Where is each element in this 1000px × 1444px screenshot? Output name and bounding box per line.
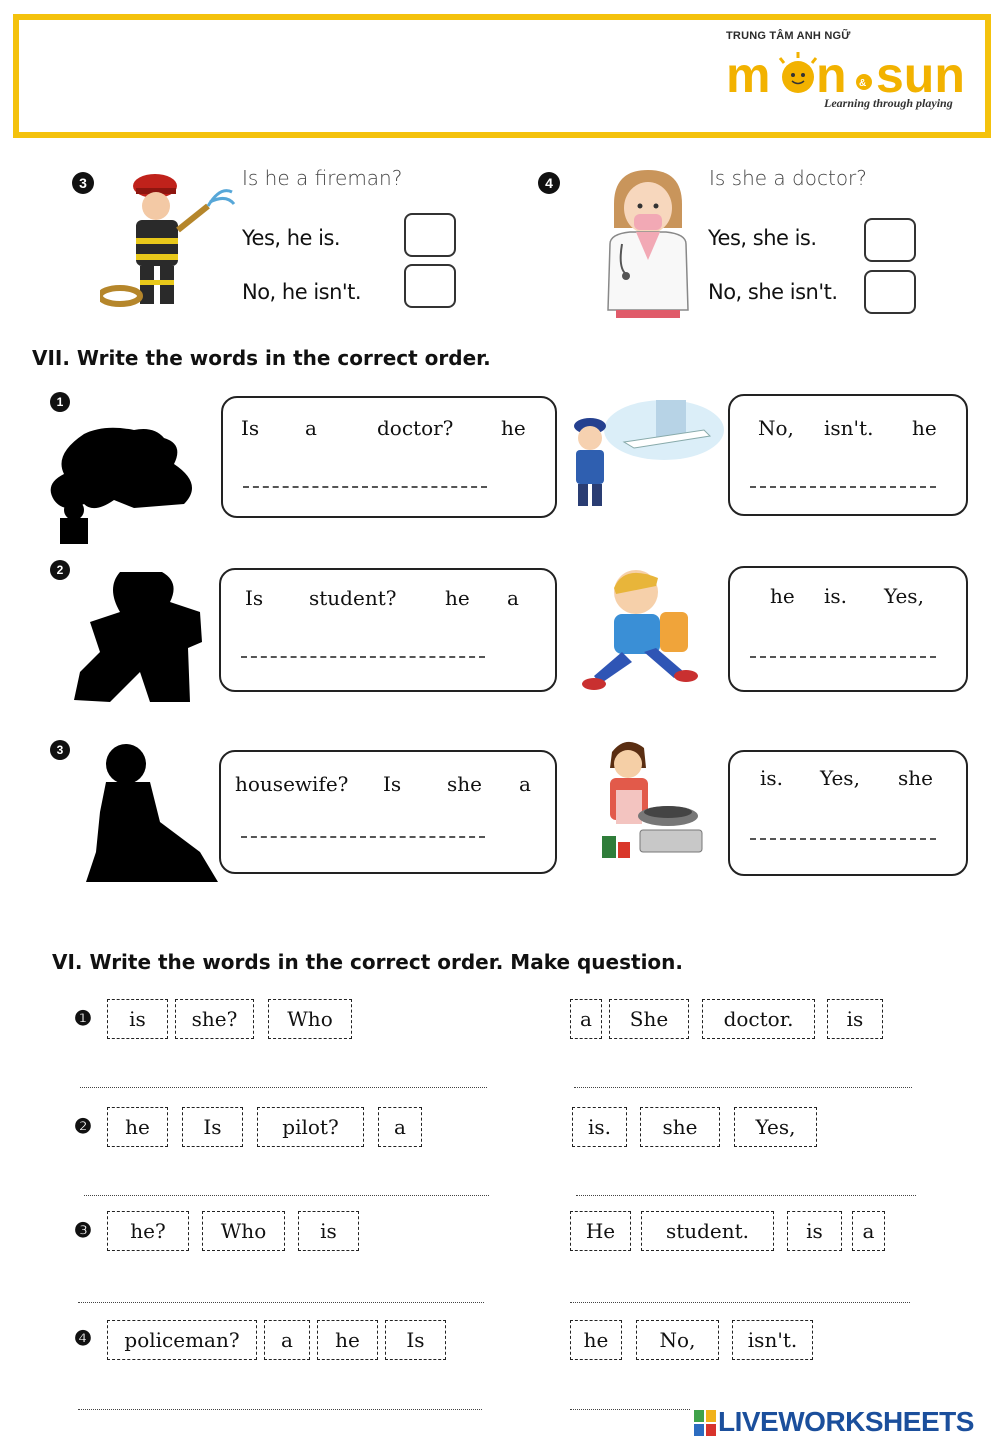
- answer-line[interactable]: [570, 1302, 910, 1303]
- section-7-row-3: [0, 738, 1000, 888]
- answer-line[interactable]: [241, 656, 485, 658]
- row-number: 3: [50, 740, 70, 760]
- housewife-image: [596, 738, 722, 862]
- top-item-3: [70, 160, 470, 320]
- question-text: Is he a fireman?: [242, 166, 403, 190]
- pilot-image: [564, 390, 724, 510]
- liveworksheets-logo: [694, 1408, 994, 1438]
- word: Is: [245, 586, 264, 610]
- item-number-label: [536, 160, 537, 161]
- fireman-image: [100, 168, 240, 312]
- word-tile[interactable]: is.: [572, 1107, 627, 1147]
- row-number: ❷: [74, 1116, 92, 1138]
- word: Is: [241, 416, 260, 440]
- liveworksheets-text: LIVEWORKSHEETS: [718, 1406, 974, 1437]
- word: a: [507, 586, 519, 610]
- top-item-4: [536, 160, 936, 320]
- word-tile[interactable]: he: [107, 1107, 168, 1147]
- word-tile[interactable]: a: [264, 1320, 310, 1360]
- answer-line[interactable]: [574, 1087, 912, 1088]
- word-tile[interactable]: Who: [268, 999, 352, 1039]
- svg-text:n: n: [816, 47, 847, 103]
- word-tile[interactable]: She: [609, 999, 689, 1039]
- word: isn't.: [824, 416, 874, 440]
- answer-box: [728, 394, 968, 516]
- word-tile[interactable]: a: [852, 1211, 885, 1251]
- word-tile[interactable]: No,: [636, 1320, 719, 1360]
- word: he: [912, 416, 937, 440]
- section-7-row-1: [0, 390, 1000, 530]
- row-number-label: [0, 390, 1, 391]
- word-tile[interactable]: doctor.: [702, 999, 815, 1039]
- checkbox-no[interactable]: [864, 270, 916, 314]
- row-number: 2: [50, 560, 70, 580]
- word-tile[interactable]: he: [570, 1320, 622, 1360]
- word-tile[interactable]: pilot?: [257, 1107, 364, 1147]
- answer-line[interactable]: [80, 1087, 487, 1088]
- logo-main-text: [720, 26, 721, 27]
- word-tile[interactable]: she?: [175, 999, 254, 1039]
- word-tile[interactable]: Is: [182, 1107, 243, 1147]
- word-tile[interactable]: Who: [202, 1211, 285, 1251]
- answer-line[interactable]: [78, 1409, 482, 1410]
- section-6-title: VI. Write the words in the correct order. Make question.: [52, 950, 683, 974]
- svg-text:m: m: [726, 47, 771, 103]
- checkbox-yes[interactable]: [864, 218, 916, 262]
- row-number: ❶: [74, 1008, 92, 1030]
- svg-text:sun: sun: [876, 47, 965, 103]
- question-text: Is she a doctor?: [709, 166, 867, 190]
- word-tile[interactable]: is: [787, 1211, 842, 1251]
- answer-box: [728, 750, 968, 876]
- answer-line[interactable]: [243, 486, 487, 488]
- answer-line[interactable]: [576, 1195, 916, 1196]
- answer-no: No, he isn't.: [242, 280, 362, 304]
- word-tile[interactable]: policeman?: [107, 1320, 257, 1360]
- item-number: 3: [72, 172, 94, 194]
- answer-line[interactable]: [570, 1409, 690, 1410]
- word-tile[interactable]: isn't.: [732, 1320, 813, 1360]
- word-tile[interactable]: student.: [641, 1211, 774, 1251]
- svg-text:&: &: [859, 78, 867, 89]
- word: she: [447, 772, 482, 796]
- row-number: 1: [50, 392, 70, 412]
- answer-line[interactable]: [241, 836, 485, 838]
- word: Is: [383, 772, 402, 796]
- answer-no: No, she isn't.: [708, 280, 838, 304]
- word: he: [501, 416, 526, 440]
- section-7-title: VII. Write the words in the correct order.: [32, 346, 491, 370]
- logo-sun-icon: [726, 44, 976, 104]
- word-tile[interactable]: is: [298, 1211, 359, 1251]
- word-tile[interactable]: is: [827, 999, 883, 1039]
- answer-yes: Yes, she is.: [708, 226, 817, 250]
- word: doctor?: [377, 416, 454, 440]
- word-tile[interactable]: Yes,: [734, 1107, 817, 1147]
- word-tile[interactable]: he?: [107, 1211, 189, 1251]
- row-number-label: [0, 560, 1, 561]
- answer-line[interactable]: [750, 838, 936, 840]
- answer-line[interactable]: [84, 1195, 489, 1196]
- row-number: ❹: [74, 1328, 92, 1350]
- question-box: [219, 750, 557, 874]
- word: is.: [824, 584, 848, 608]
- silhouette-image: [80, 742, 220, 882]
- silhouette-image: [44, 424, 204, 544]
- logo: [720, 26, 975, 116]
- word-tile[interactable]: Is: [385, 1320, 446, 1360]
- word: a: [519, 772, 531, 796]
- answer-line[interactable]: [750, 656, 936, 658]
- word-tile[interactable]: He: [570, 1211, 631, 1251]
- word: is.: [760, 766, 784, 790]
- item-number: 4: [538, 172, 560, 194]
- answer-line[interactable]: [750, 486, 936, 488]
- question-box: [219, 568, 557, 692]
- silhouette-image: [70, 572, 210, 702]
- student-image: [574, 566, 714, 700]
- question-box: [221, 396, 557, 518]
- answer-line[interactable]: [78, 1302, 484, 1303]
- logo-tagline: Learning through playing: [824, 96, 953, 110]
- word-tile[interactable]: a: [570, 999, 602, 1039]
- logo-top-text: TRUNG TÂM ANH NGỮ: [726, 30, 851, 42]
- word: housewife?: [235, 772, 349, 796]
- answer-box: [728, 566, 968, 692]
- checkbox-no[interactable]: [404, 264, 456, 308]
- word: he: [770, 584, 795, 608]
- section-7-row-2: [0, 560, 1000, 700]
- word: a: [305, 416, 317, 440]
- row-number-label: [0, 738, 1, 739]
- word-tile[interactable]: he: [317, 1320, 378, 1360]
- word: student?: [309, 586, 397, 610]
- word-tile[interactable]: is: [107, 999, 168, 1039]
- word: Yes,: [820, 766, 860, 790]
- word: he: [445, 586, 470, 610]
- row-number: ❸: [74, 1220, 92, 1242]
- liveworksheets-icon: [694, 1410, 716, 1436]
- doctor-image: [600, 164, 696, 320]
- word: No,: [758, 416, 794, 440]
- word: Yes,: [884, 584, 924, 608]
- answer-yes: Yes, he is.: [242, 226, 341, 250]
- checkbox-yes[interactable]: [404, 213, 456, 257]
- word: she: [898, 766, 933, 790]
- word-tile[interactable]: she: [640, 1107, 720, 1147]
- item-number-label: [70, 160, 71, 161]
- word-tile[interactable]: a: [378, 1107, 422, 1147]
